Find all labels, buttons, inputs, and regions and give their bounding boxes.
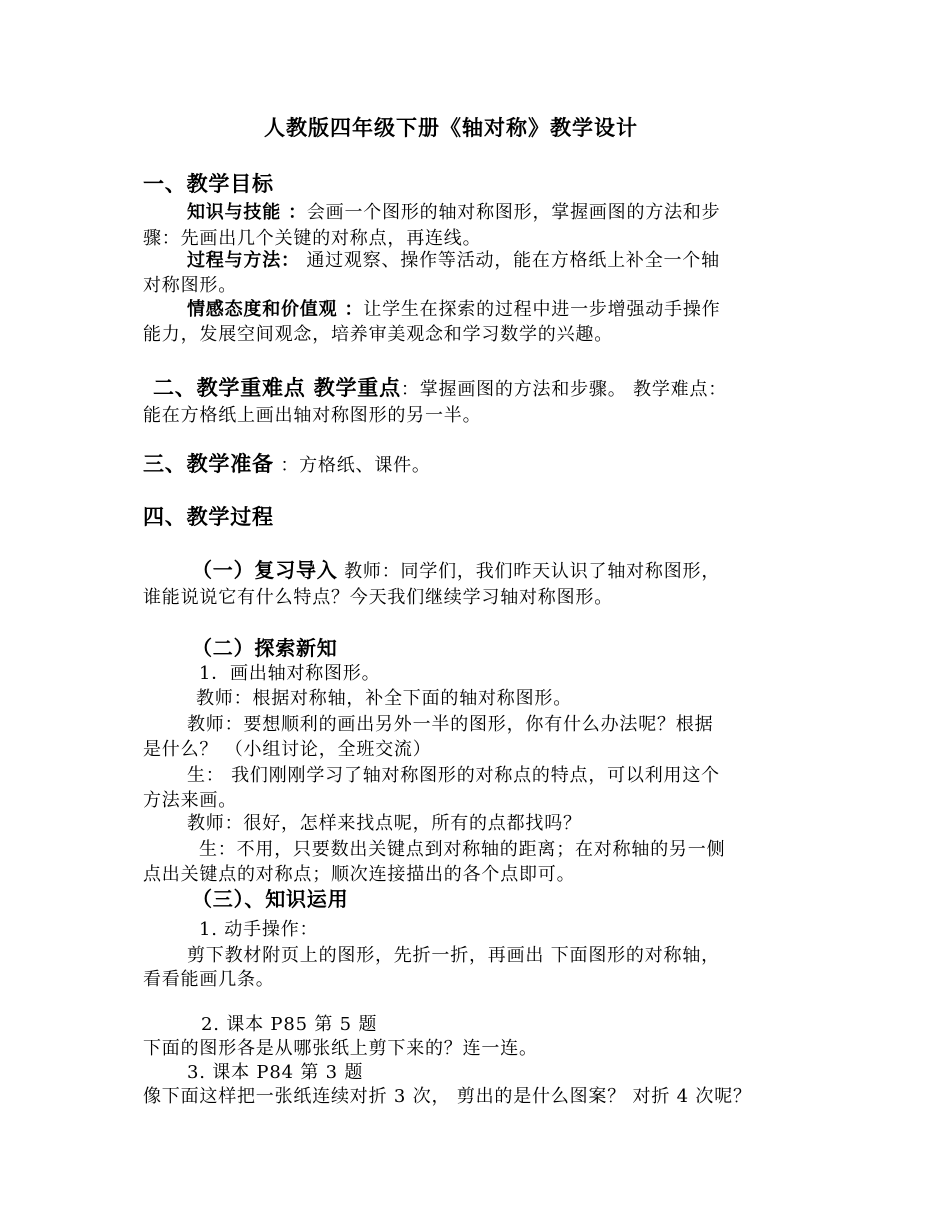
apply-line-1: 1. 动手操作： [199,919,319,940]
explore-new-heading: （二）探索新知 [192,636,338,660]
explore-line-5: 生： 我们刚刚学习了轴对称图形的对称点的特点，可以利用这个 [187,765,720,786]
preparation-text: ：方格纸、课件。 [273,455,431,476]
section-heading-preparation: 三、教学准备 [143,451,274,476]
review-intro-line-1 [192,558,720,584]
label-emotion-values: 情感态度和价值观 ： [187,299,364,320]
explore-line-3: 教师：要想顺利的画出另外一半的图形，你有什么办法呢？根据 [187,714,714,735]
document-title: 人教版四年级下册《轴对称》教学设计 [264,115,638,140]
explore-line-6: 方法来画。 [143,790,237,811]
apply-line-6: 3. 课本 P84 第 3 题 [187,1062,364,1083]
paragraph-emotion-line-2: 能力，发展空间观念，培养审美观念和学习数学的兴趣。 [143,324,613,345]
knowledge-apply-heading: （三）、知识运用 [192,887,349,911]
section-key-points-line-2: 能在方格纸上画出轴对称图形的另一半。 [143,405,482,426]
review-intro-line-2: 谁能说说它有什么特点？今天我们继续学习轴对称图形。 [143,587,613,608]
paragraph-knowledge-line-1 [187,201,720,225]
key-points-text: ：掌握画图的方法和步骤。 教学难点： [400,379,728,400]
paragraph-emotion-line-1 [187,298,720,322]
paragraph-process-line-1 [187,249,720,273]
apply-line-5: 下面的图形各是从哪张纸上剪下来的？连一连。 [143,1038,538,1059]
explore-line-9: 点出关键点的对称点；顺次连接描出的各个点即可。 [143,864,576,885]
text-emotion-values: 让学生在探索的过程中进一步增强动手操作 [363,299,721,320]
apply-line-4: 2. 课本 P85 第 5 题 [201,1014,378,1035]
apply-line-2: 剪下教材附页上的图形，先折一折，再画出 下面图形的对称轴， [187,945,720,966]
section-heading-objectives: 一、教学目标 [143,171,274,196]
review-intro-text: 教师：同学们，我们昨天认识了轴对称图形， [337,561,721,582]
paragraph-knowledge-line-2: 骤：先画出几个关键的对称点，再连线。 [143,228,482,249]
explore-line-1: 1．画出轴对称图形。 [199,663,381,684]
section-heading-process: 四、教学过程 [143,504,274,529]
label-knowledge-skills: 知识与技能 ： [187,202,307,223]
section-heading-key-points: 二、教学重难点 教学重点 [153,375,401,400]
explore-line-4: 是什么？ （小组讨论，全班交流） [143,739,432,760]
paragraph-process-line-2: 对称图形。 [143,275,237,296]
section-key-points-line-1 [153,376,727,402]
label-process-method: 过程与方法： [187,250,300,271]
section-preparation [143,452,431,478]
review-intro-heading: （一）复习导入 [192,558,338,582]
apply-line-7: 像下面这样把一张纸连续对折 3 次， 剪出的是什么图案？ 对折 4 次呢？ [143,1086,752,1107]
explore-line-7: 教师：很好，怎样来找点呢，所有的点都找吗？ [187,813,582,834]
text-knowledge-skills: 会画一个图形的轴对称图形，掌握画图的方法和步 [306,202,721,223]
explore-line-2: 教师：根据对称轴，补全下面的轴对称图形。 [196,688,572,709]
apply-line-3: 看看能画几条。 [143,969,275,990]
explore-line-8: 生：不用，只要数出关键点到对称轴的距离；在对称轴的另一侧 [199,839,726,860]
text-process-method: 通过观察、操作等活动，能在方格纸上补全一个轴 [299,250,720,271]
